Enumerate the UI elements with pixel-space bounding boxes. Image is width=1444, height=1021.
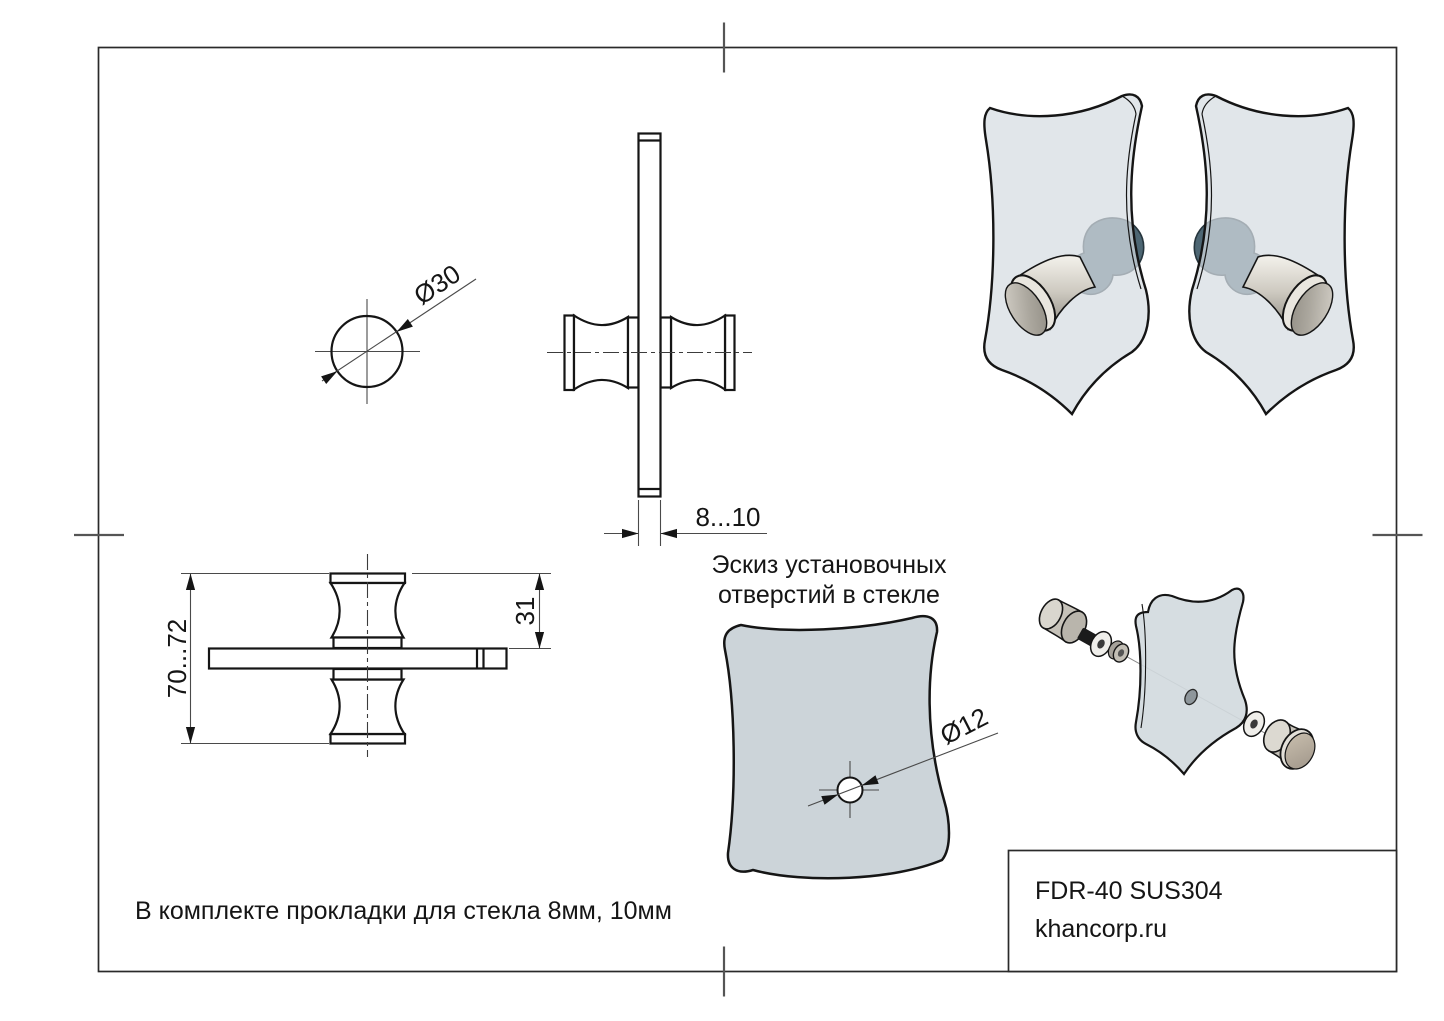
glass-panel-sketch (724, 616, 949, 878)
dimension-hole-diameter: Ø12 (935, 701, 993, 751)
title-block (1009, 851, 1397, 972)
front-view (315, 258, 476, 404)
assembled-panel-left (984, 94, 1148, 414)
dimension-glass-thickness: 8...10 (695, 502, 761, 532)
exploded-knob-back (1035, 595, 1098, 647)
dimension-diameter-30: Ø30 (408, 258, 466, 311)
side-view (547, 134, 767, 547)
hole-sketch-caption-line2: отверстий в стекле (718, 581, 940, 609)
bottom-view (162, 554, 551, 757)
title-block-website: khancorp.ru (1035, 915, 1168, 943)
assembled-panel-right (1189, 94, 1353, 414)
title-block-model: FDR-40 SUS304 (1035, 877, 1223, 905)
dimension-knob-height: 31 (510, 596, 540, 626)
hole-sketch-view (712, 551, 998, 878)
dimension-assembly-height: 70...72 (162, 618, 192, 699)
assembled-render (984, 94, 1354, 414)
kit-note: В комплекте прокладки для стекла 8мм, 10мм (135, 897, 672, 925)
exploded-glass-panel (1135, 589, 1246, 774)
exploded-render (1035, 589, 1321, 775)
hole-sketch-caption-line1: Эскиз установочных (711, 551, 947, 579)
exploded-knob-front (1258, 715, 1320, 774)
